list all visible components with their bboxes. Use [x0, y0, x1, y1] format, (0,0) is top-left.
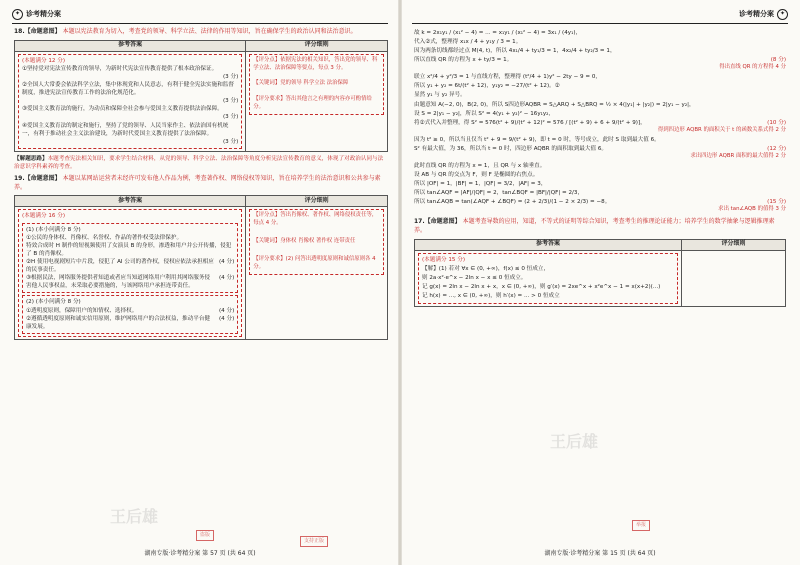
score-note: 得出直线 QR 的方程得 4 分 [719, 64, 786, 71]
grade-note: 【关键词】党的领导 科学立法 法治保障 [253, 80, 349, 87]
score-note: 求出 tan∠AQB 的值得 3 分 [718, 206, 786, 213]
q19-title: 19.【命题意图】 [14, 175, 61, 183]
brand-mark-icon: ✦ [777, 9, 788, 20]
brand-name: 诊考精分案 [26, 10, 61, 19]
grade-note: 【评分要求】(2) 问答出透明度原则和诚信原则各 4 分。 [253, 255, 376, 270]
q19-intent: 本题以某网站运营者未经许可发布他人作品为例，考查著作权、网络侵权等知识，旨在培养学生的法治意识和公共参与素养。 [14, 175, 381, 191]
math-line: 所以 tan∠AQF = |AF|/|QF| = 2，tan∠BQF = |BF|/|QF| = 2/3， [414, 190, 584, 197]
right-content [414, 28, 786, 307]
brand-logo [739, 9, 788, 20]
q18-answer-box: (本题满分 12 分) ①坚持党对宪法宣传教育的领导，为新时代宪法宣传教育提供了根本政治保证。 (3 分) ②全国人大常委会依法科学立法，集中体现党和人民意志，有利于健全宪法实施和监督制度，推进宪法宣传教育工作的法治化规范化。 (3 分) ③爱国主义教育法的施行，为动员和保障全社会参与爱国主义教育提供法治保障。 (3 分) ④爱国主义教育法的制定和施行，坚持了党的领导、人民当家作主、依法治国有机统一，有利于推动社会主义法治建设，为新时代爱国主义教育提供了法治保障。 (3 分) [18, 54, 242, 149]
math-line: 记 g(x) = 2ln x − 2ln x + x，x ∈ (0, +∞)，则 g′(x) = 2xe^x + x²e^x − 1 = x(x+2)(...) [422, 283, 661, 290]
list-item: ④爱国主义教育法的制定和施行，坚持了党的领导、人民当家作主、依法治国有机统一，有利于推动社会主义法治建设，为新时代爱国主义教育提供了法治保障。 [22, 122, 229, 137]
q19-part2-head: (2) (本小问满分 8 分) [26, 299, 81, 306]
q17-table [414, 239, 786, 308]
list-item: ③根据民法，网络服务提供者知道或者应当知道网络用户利用其网络服务侵害他人民事权益，未采取必要措施的，与该网络用户承担连带责任。 (4 分) [26, 275, 235, 290]
math-line: 故 k = 2x₁y₁ / (x₁² − 4) = ... = x₁y₁ / (x₁² − 4) = 3x₁ / (4y₁)， [414, 30, 582, 36]
math-line: 因为两条切线都经过点 M(4, t)，所以 4x₁/4 + ty₁/3 = 1，4x₂/4 + ty₂/3 = 1， [414, 48, 616, 55]
q18-grade-box [249, 54, 384, 115]
list-item: ①坚持党对宪法宣传教育的领导，为新时代宪法宣传教育提供了根本政治保证。 [22, 65, 218, 72]
q18-title-row [14, 28, 388, 37]
list-item: ③爱国主义教育法的施行，为动员和保障全社会参与爱国主义教育提供法治保障。 [22, 106, 223, 113]
q19-title-row [14, 175, 388, 192]
grade-note: 【评分要求】答出其他言之有理的内容亦可酌情给分。 [253, 96, 372, 110]
q18-col-ref: 参考答案 [15, 40, 246, 51]
math-line: 所以 tan∠AQB = tan(∠AQF + ∠BQF) = (2 + 2/3)/(1 − 2 × 2/3) = −8。 (15 分) [414, 199, 786, 206]
math-line: 则 2a·x²·e^x − 2ln x − x ≤ 0 恒成立。 [422, 274, 527, 281]
list-item: ②遵循透明度原则和诚实信用原则，维护网络用户的合法权益，推动平台健康发展。 (4 分) [26, 315, 235, 330]
list-item: ②全国人大常委会依法科学立法，集中体现党和人民意志，有利于健全宪法实施和监督制度，推进宪法宣传教育工作的法治化规范化。 [22, 82, 234, 97]
q18-analysis-title: 【解题思路】 [14, 155, 48, 162]
list-item: 特效合成时 H 制作的短视频使用了女演员 B 的身形，渗透和用户并公开传播，侵犯了 B 的肖像权。 [26, 242, 232, 257]
q17-answer-box [418, 253, 678, 305]
right-page [400, 0, 800, 565]
math-line: 由题意知 A(−2, 0)，B(2, 0)，所以 S四边形AQBR = S△ARQ + S△BRQ = ½ × 4(|y₁| + |y₂|) = 2|y₁ − y₂|， [414, 101, 695, 108]
q18-col-grade: 评分细则 [246, 40, 388, 51]
q19-part1-box [22, 223, 238, 294]
math-line: 设 AB 与 QR 的交点为 F，则 F 是椭圆的右焦点。 [414, 171, 539, 178]
score-note: 得到四边形 AQBR 的面积关于 t 的函数关系式得 2 分 [657, 126, 786, 133]
math-line: 因为 t² ≥ 0，所以当且仅当 t² + 9 = 9/(t² + 9)，即 t = 0 时，等号成立，此时 S 取到最大值 6。 [414, 136, 660, 143]
left-footer: 湖南专版·诊考精分案 第 57 页 (共 64 页) [144, 550, 256, 558]
grade-note: 【评分点】答出肖像权、著作权、网络侵权责任等，每点 4 分。 [253, 212, 378, 227]
math-line: 记 h(x) = ..., x ∈ (0, +∞)，则 h′(x) = ... > 0 恒成立 [422, 292, 560, 299]
math-line: 显然 y₁ 与 y₂ 异号。 [414, 92, 466, 99]
q19-col-ref: 参考答案 [15, 196, 246, 207]
watermark: 王后雄 [550, 432, 599, 451]
math-line: S² 有最大值，为 36，所以当 t = 0 时，四边形 AQBR 的面积取到最大值 6。 (12 分) [414, 145, 786, 152]
math-line: 所以 y₁ + y₂ = 6t/(t² + 12)，y₁y₂ = −27/(t² + 12)。② [414, 83, 560, 90]
q18-title: 18.【命题意图】 [14, 28, 61, 35]
support-stamp: 支持正版 [300, 536, 328, 547]
q17-title-row [414, 218, 786, 235]
piracy-stamp: 盗版 [196, 530, 214, 541]
q19-part1-head: (1) (本小问满分 8 分) [26, 226, 81, 233]
math-line: 代入②式，整理得 x₁x / 4 + y₁y / 3 = 1。 [414, 39, 522, 46]
q18-sub-head: (本题满分 12 分) [22, 57, 66, 64]
left-content [14, 28, 388, 340]
brand-logo [12, 9, 61, 20]
math-line: 【解】(1) 若对 ∀x ∈ (0, +∞)，f(x) ≤ 0 恒成立， [422, 265, 550, 272]
q19-grade-box [249, 209, 384, 274]
math-line: 将②式代入并整理，得 S² = 576(t² + 9)/(t² + 12)² = 576 / [(t² + 9) + 6 + 9/(t² + 9)]， (10 分) [414, 119, 786, 126]
q18-analysis-text: 本题考查宪法相关知识，要求学生结合材料，从党的领导、科学立法、法治保障等角度分析宪法宣传教育的意义，体现了对政治认同与法治意识学科素养的考查。 [14, 155, 384, 170]
list-item: ①透明度原则，保障用户的知情权、选择权。 (4 分) [26, 307, 235, 314]
q19-sub-head: (本题满分 16 分) [22, 213, 66, 220]
list-item: ②H 使用电视剧短片中片段，侵犯了 AI 公司的著作权，侵权应依法承担相应的民事责任。 (4 分) [26, 259, 235, 274]
q17-col-ref: 参考答案 [415, 239, 682, 250]
grade-note: 【评分点】依据宪法的相关知识，答出党的领导、科学立法、法治保障等要点，每点 3 分。 [253, 56, 378, 71]
watermark: 王后雄 [110, 507, 159, 526]
math-line: 所以 |OF| = 1，|BF| = 1，|QF| = 3/2，|AF| = 3， [414, 181, 547, 188]
list-item: ①公民的身体权、肖像权、名誉权、作品的著作权受法律保护。 [26, 234, 183, 241]
right-footer: 湖南专版·诊考精分案 第 15 页 (共 64 页) [544, 550, 656, 558]
grade-note: 【关键词】身体权 肖像权 著作权 连带责任 [253, 238, 356, 245]
right-header [412, 6, 788, 24]
math-line: 联立 x²/4 + y²/3 = 1 与直线方程，整理得 (t²/4 + 1)y² − 2ty − 9 = 0， [414, 74, 602, 81]
q18-analysis [14, 155, 388, 171]
q18-intent: 本题以宪法教育为切入，考查党的领导、科学立法、法律的作用等知识，旨在确保学生的政治认同和法治意识。 [62, 28, 357, 35]
q16-continued [414, 29, 786, 214]
report-stamp: 举报 [632, 520, 650, 531]
score-note: 求出四边形 AQBR 面积的最大值得 2 分 [690, 152, 786, 159]
left-header [12, 6, 388, 24]
q17-sub-head: (本题满分 15 分) [422, 256, 466, 263]
q19-answer-box [18, 209, 242, 336]
q17-title: 17.【命题意图】 [414, 218, 461, 226]
q17-col-grade: 评分细则 [682, 239, 786, 250]
math-line: 此时直线 QR 的方程为 x = 1，且 QR 与 x 轴垂直。 [414, 162, 546, 169]
q17-intent: 本题考查导数的应用，知道，不等式的证明等综合知识，考查考生的推理论证能力；培养学生的数学抽象与逻辑推理素养。 [414, 218, 775, 234]
q19-part2-box [22, 295, 238, 333]
q19-table [14, 195, 388, 339]
math-line: 所以直线 QR 的方程为 x + ty/3 = 1。 (8 分) [414, 57, 786, 64]
q18-table [14, 40, 388, 152]
brand-name: 诊考精分案 [739, 10, 774, 19]
math-line: 设 S = 2|y₁ − y₂|，所以 S² = 4(y₁ + y₂)² − 16y₁y₂， [414, 110, 555, 117]
brand-mark-icon: ✦ [12, 9, 23, 20]
q19-col-grade: 评分细则 [246, 196, 388, 207]
